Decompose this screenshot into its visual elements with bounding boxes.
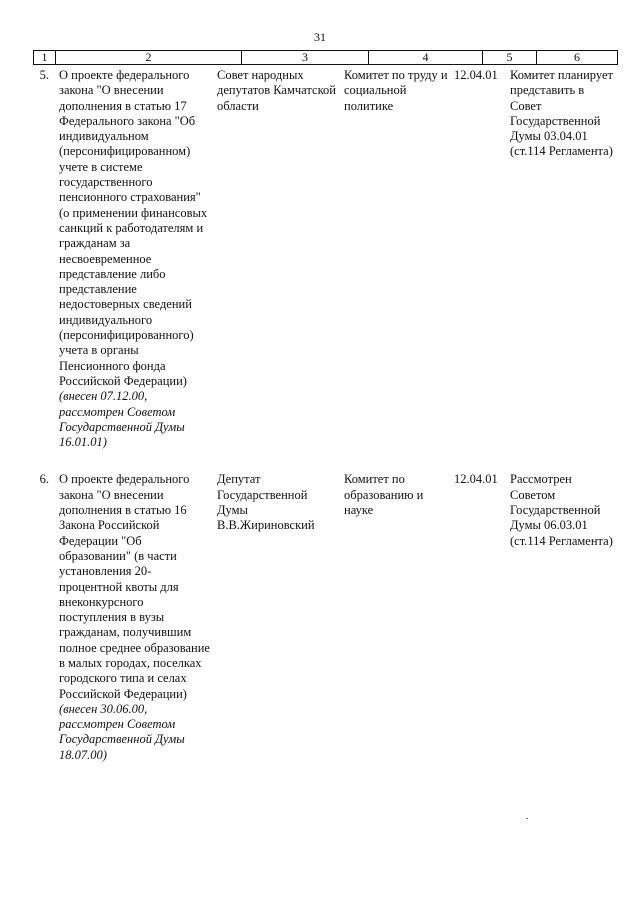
entry-committee: Комитет по труду и социальной политике [344, 68, 448, 113]
header-col-4: 4 [369, 51, 483, 65]
entry-title-cell [55, 68, 213, 472]
entry-initiator: Депутат Государственной Думы В.В.Жириновский [217, 472, 315, 533]
entry-date: 12.04.01 [454, 68, 498, 82]
header-col-6: 6 [537, 51, 618, 65]
entry-status: Комитет планирует представить в Совет Государственной Думы 03.04.01 (ст.114 Регламента) [510, 68, 613, 159]
entry-date: 12.04.01 [454, 472, 498, 487]
entries-table [33, 68, 617, 785]
entry-committee: Комитет по образованию и науке [344, 472, 424, 518]
entry-title: О проекте федерального закона "О внесении дополнения в статью 16 Закона Российской Федерации "Об образовании" (в части установления 20-процентной квоты для внеконкурсного поступления в вузы гражданам, получившим полное среднее образование в малых городах, поселках городского типа и селах Российской Федерации) [59, 472, 210, 701]
header-col-3: 3 [242, 51, 369, 65]
header-row [34, 51, 618, 65]
page-number: 31 [314, 30, 326, 44]
entry-title: О проекте федерального закона "О внесении дополнения в статью 17 Федерального закона "Об индивидуальном (персонифицированном) учете в системе государственного пенсионного страхования" (о применении финансовых санкций к работодателям и гражданам за несвоевременное представление либо представление недостоверных сведений индивидуального (персонифицированного) учета в органы Пенсионного фонда Российской Федерации) [59, 68, 208, 388]
header-col-5: 5 [483, 51, 537, 65]
header-col-1: 1 [34, 51, 56, 65]
entry-number: 5. [39, 68, 49, 82]
entry-note: (внесен 30.06.00, рассмотрен Советом Государственной Думы 18.07.00) [59, 701, 185, 762]
table-row [33, 68, 617, 472]
scan-speck [526, 818, 528, 819]
entry-initiator: Совет народных депутатов Камчатской области [217, 68, 336, 113]
entry-number: 6. [39, 472, 49, 487]
header-col-2: 2 [56, 51, 242, 65]
entry-note: (внесен 07.12.00, рассмотрен Советом Государственной Думы 16.01.01) [59, 389, 185, 450]
column-number-header [33, 50, 618, 65]
entry-status: Рассмотрен Советом Государственной Думы 06.03.01 (ст.114 Регламента) [510, 472, 613, 548]
table-row [33, 472, 617, 785]
entry-title-cell [55, 472, 213, 785]
